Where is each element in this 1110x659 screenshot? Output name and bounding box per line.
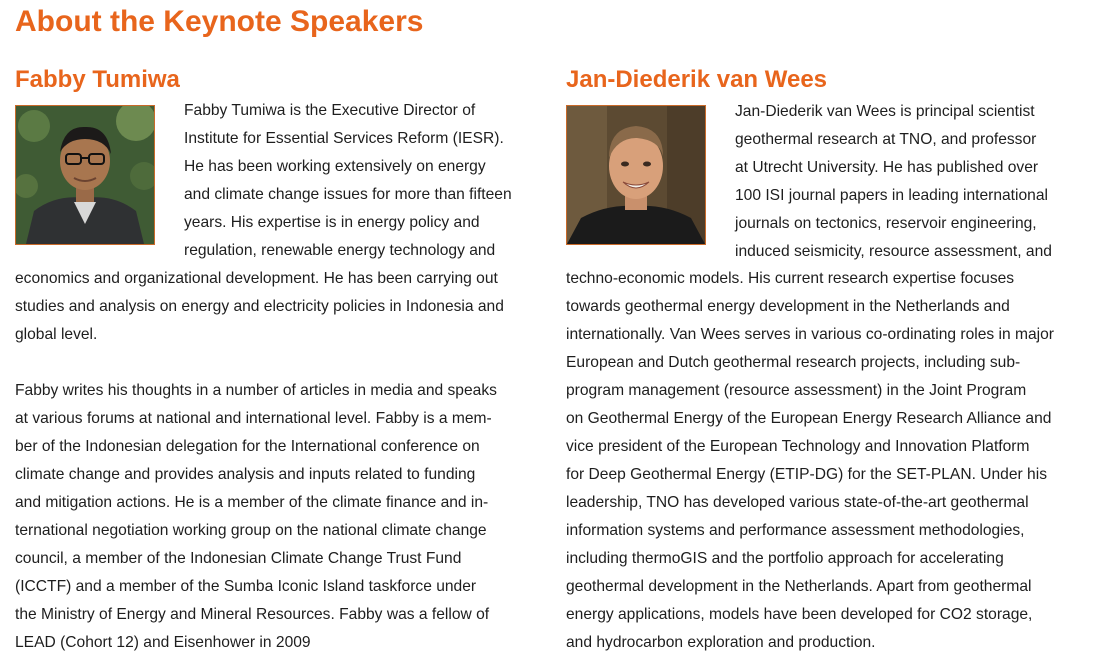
bio-line: council, a member of the Indonesian Climate Change Trust Fund xyxy=(15,550,462,567)
portrait-image xyxy=(567,106,705,244)
bio-line: Institute for Essential Services Reform (IESR). xyxy=(184,130,504,147)
bio-line: and climate change issues for more than fifteen xyxy=(184,186,512,203)
bio-line: regulation, renewable energy technology and xyxy=(184,242,496,259)
bio-line: vice president of the European Technology and Innovation Platform xyxy=(566,438,1030,455)
speaker-photo xyxy=(566,105,706,245)
bio-line: geothermal development in the Netherlands. Apart from geothermal xyxy=(566,578,1032,595)
bio-line: Fabby Tumiwa is the Executive Director of xyxy=(184,102,476,119)
bio-line: at Utrecht University. He has published over xyxy=(735,159,1039,176)
page-title: About the Keynote Speakers xyxy=(15,5,424,38)
bio-line: ber of the Indonesian delegation for the International conference on xyxy=(15,438,480,455)
bio-line: the Ministry of Energy and Mineral Resources. Fabby was a fellow of xyxy=(15,606,490,623)
portrait-image xyxy=(16,106,154,244)
bio-line: (ICCTF) and a member of the Sumba Iconic Island taskforce under xyxy=(15,578,477,595)
bio-line: techno-economic models. His current research expertise focuses xyxy=(566,270,1015,287)
bio-line: on Geothermal Energy of the European Energy Research Alliance and xyxy=(566,410,1052,427)
bio-line: towards geothermal energy development in the Netherlands and xyxy=(566,298,1010,315)
bio-line: LEAD (Cohort 12) and Eisenhower in 2009 xyxy=(15,634,311,651)
bio-line: and hydrocarbon exploration and production. xyxy=(566,634,876,651)
bio-line: studies and analysis on energy and electricity policies in Indonesia and xyxy=(15,298,504,315)
bio-line: Fabby writes his thoughts in a number of articles in media and speaks xyxy=(15,382,497,399)
bio-line: energy applications, models have been developed for CO2 storage, xyxy=(566,606,1033,623)
bio-line: information systems and performance assessment methodologies, xyxy=(566,522,1025,539)
bio-line: global level. xyxy=(15,326,98,343)
bio-line: at various forums at national and international level. Fabby is a mem- xyxy=(15,410,492,427)
bio-line: leadership, TNO has developed various state-of-the-art geothermal xyxy=(566,494,1029,511)
speaker-name: Jan-Diederik van Wees xyxy=(566,66,828,93)
bio-line: He has been working extensively on energy xyxy=(184,158,486,175)
speaker-section-jan-diederik-van-wees xyxy=(566,64,1096,651)
bio-line: climate change and provides analysis and inputs related to funding xyxy=(15,466,476,483)
bio-line: ternational negotiation working group on the national climate change xyxy=(15,522,487,539)
bio-line: economics and organizational development. He has been carrying out xyxy=(15,270,498,287)
bio-line: geothermal research at TNO, and professor xyxy=(735,131,1037,148)
bio-line: including thermoGIS and the portfolio approach for accelerating xyxy=(566,550,1004,567)
bio-line: program management (resource assessment) in the Joint Program xyxy=(566,382,1027,399)
speaker-section-fabby-tumiwa xyxy=(15,64,545,651)
bio-line: journals on tectonics, reservoir engineering, xyxy=(735,215,1037,232)
bio-line: and mitigation actions. He is a member of the climate finance and in- xyxy=(15,494,489,511)
bio-line: induced seismicity, resource assessment, and xyxy=(735,243,1052,260)
bio-line: internationally. Van Wees serves in various co-ordinating roles in major xyxy=(566,326,1054,343)
bio-line: for Deep Geothermal Energy (ETIP-DG) for the SET-PLAN. Under his xyxy=(566,466,1047,483)
bio-line: European and Dutch geothermal research projects, including sub- xyxy=(566,354,1021,371)
speaker-name: Fabby Tumiwa xyxy=(15,66,180,93)
bio-line: Jan-Diederik van Wees is principal scientist xyxy=(735,103,1035,120)
speaker-photo xyxy=(15,105,155,245)
bio-line: 100 ISI journal papers in leading international xyxy=(735,187,1048,204)
bio-line: years. His expertise is in energy policy and xyxy=(184,214,480,231)
